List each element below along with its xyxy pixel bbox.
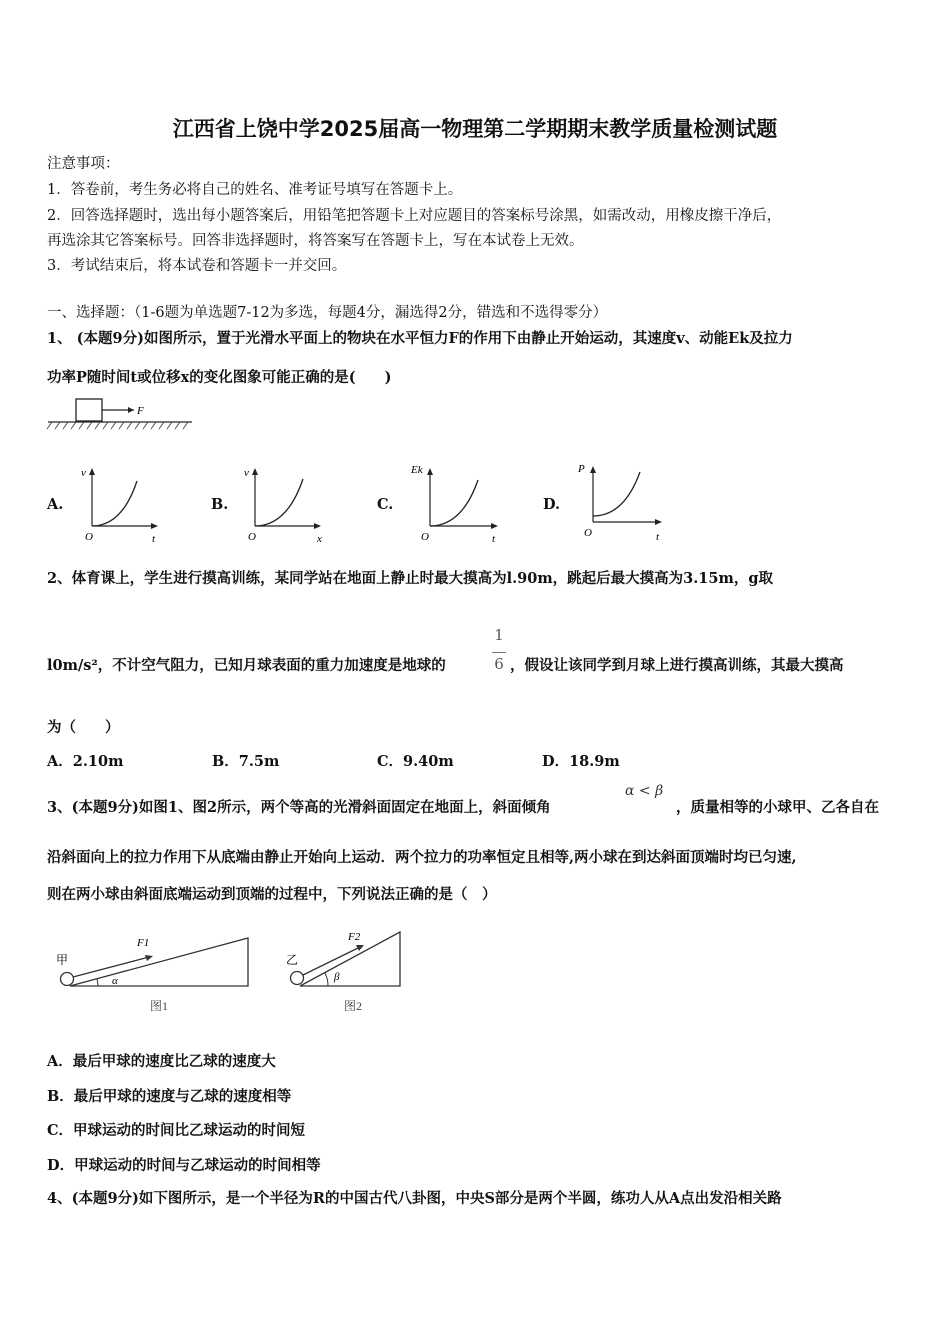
q1-block-figure (46, 395, 196, 435)
q2-option-c: C．9.40m (377, 753, 454, 770)
angle-label: α (112, 975, 118, 987)
q3-option-d: D．甲球运动的时间与乙球运动的时间相等 (47, 1157, 321, 1174)
axis-arrow-icon (151, 523, 158, 529)
axis-arrow-icon (314, 523, 321, 529)
q1-graph-c (408, 460, 508, 545)
fraction-numerator: 1 (494, 626, 504, 644)
ball-yi (291, 972, 304, 985)
q2-option-a: A．2.10m (47, 753, 124, 770)
figure-caption: 图2 (344, 999, 363, 1013)
section-heading: 一、选择题：（1-6题为单选题7-12为多选，每题4分，漏选得2分，错选和不选得零分） (47, 305, 608, 321)
x-axis-label: t (152, 533, 156, 545)
origin-label: O (421, 531, 429, 543)
angle-arc (97, 979, 98, 986)
fraction-denominator: 6 (494, 655, 504, 673)
curve (255, 479, 303, 526)
force-label: F2 (348, 931, 361, 943)
ball-label: 甲 (56, 953, 69, 967)
notice-item: 1．答卷前，考生务必将自己的姓名、准考证号填写在答题卡上。 (47, 182, 463, 198)
q1-graph-d (574, 458, 674, 545)
angle-label: β (334, 971, 340, 983)
y-axis-label: v (244, 467, 249, 479)
ball-label: 乙 (286, 953, 299, 967)
x-axis-label: t (656, 531, 660, 543)
y-axis-label: v (81, 467, 86, 479)
angle-relation: α < β (625, 783, 664, 799)
q3-option-c: C．甲球运动的时间比乙球运动的时间短 (47, 1122, 306, 1139)
x-axis-label: x (317, 533, 322, 545)
axis-arrow-icon (491, 523, 498, 529)
axis-arrow-icon (89, 468, 95, 475)
q1-line1: 1、 (本题9分)如图所示，置于光滑水平面上的物块在水平恒力F的作用下由静止开始运动，其速度v、动能Ek及拉力 (47, 330, 793, 347)
q3-option-a: A．最后甲球的速度比乙球的速度大 (47, 1053, 276, 1070)
angle-arc (325, 973, 328, 986)
q1-option-label: A. (47, 496, 64, 513)
figure-caption: 图1 (150, 999, 169, 1013)
curve (593, 472, 640, 516)
notice-item: 再选涂其它答案标号。回答非选择题时，将答案写在答题卡上，写在本试卷上无效。 (47, 233, 584, 249)
curve (92, 481, 137, 526)
q1-option-label: D. (543, 496, 561, 513)
q2-line2-end: ，假设让该同学到月球上进行摸高训练，其最大摸高 (510, 657, 844, 674)
q2-option-d: D．18.9m (542, 753, 620, 770)
x-axis-label: t (492, 533, 496, 545)
q3-line1-end: ，质量相等的小球甲、乙各自在 (676, 799, 879, 816)
q1-graph-a (76, 460, 168, 545)
q1-option-label: C. (377, 496, 394, 513)
notice-heading: 注意事项： (47, 156, 120, 172)
block-shape (76, 399, 102, 421)
incline-1 (70, 938, 248, 986)
ball-jia (61, 973, 74, 986)
notice-item: 2．回答选择题时，选出每小题答案后，用铅笔把答题卡上对应题目的答案标号涂黑，如需改动，用橡皮擦干净后， (47, 208, 782, 224)
page-title: 江西省上饶中学2025届高一物理第二学期期末教学质量检测试题 (172, 117, 778, 141)
axis-arrow-icon (252, 468, 258, 475)
q3-figure-2 (282, 926, 407, 1018)
q2-line2-start: l0m/s²，不计空气阻力，已知月球表面的重力加速度是地球的 (47, 657, 446, 674)
force-arrow-icon (145, 955, 153, 961)
axis-arrow-icon (590, 466, 596, 473)
q1-line2: 功率P随时间t或位移x的变化图象可能正确的是( ) (47, 369, 392, 386)
origin-label: O (248, 531, 256, 543)
curve (430, 480, 478, 526)
force-arrow-icon (128, 407, 134, 413)
notice-item: 3．考试结束后，将本试卷和答题卡一并交回。 (47, 258, 347, 274)
origin-label: O (85, 531, 93, 543)
q3-figure-1 (54, 928, 254, 1018)
origin-label: O (584, 527, 592, 539)
force-label: F1 (137, 937, 150, 949)
axis-arrow-icon (655, 519, 662, 525)
q4-line1: 4、(本题9分)如下图所示，是一个半径为R的中国古代八卦图，中央S部分是两个半圆，练功人从A点出发沿相关路 (47, 1190, 782, 1207)
q1-graph-b (239, 460, 331, 545)
q2-line1: 2、体育课上，学生进行摸高训练，某同学站在地面上静止时最大摸高为l.90m，跳起后最大摸高为3.15m，g取 (47, 570, 773, 587)
q3-option-b: B．最后甲球的速度与乙球的速度相等 (47, 1088, 292, 1105)
fraction-bar (492, 652, 506, 653)
q3-line3: 则在两小球由斜面底端运动到顶端的过程中，下列说法正确的是（ ） (47, 886, 497, 903)
y-axis-label: P (578, 463, 585, 475)
q3-line1-start: 3、(本题9分)如图1、图2所示，两个等高的光滑斜面固定在地面上，斜面倾角 (47, 799, 551, 816)
q3-line2: 沿斜面向上的拉力作用下从底端由静止开始向上运动．两个拉力的功率恒定且相等,两小球在到达斜面顶端时均已匀速, (47, 849, 797, 866)
q1-option-label: B. (211, 496, 229, 513)
q2-option-b: B．7.5m (212, 753, 280, 770)
force-label: F (137, 405, 144, 417)
axis-arrow-icon (427, 468, 433, 475)
ground-hatch (47, 422, 188, 429)
q2-line3: 为（ ） (47, 719, 120, 736)
y-axis-label: Ek (411, 464, 423, 476)
